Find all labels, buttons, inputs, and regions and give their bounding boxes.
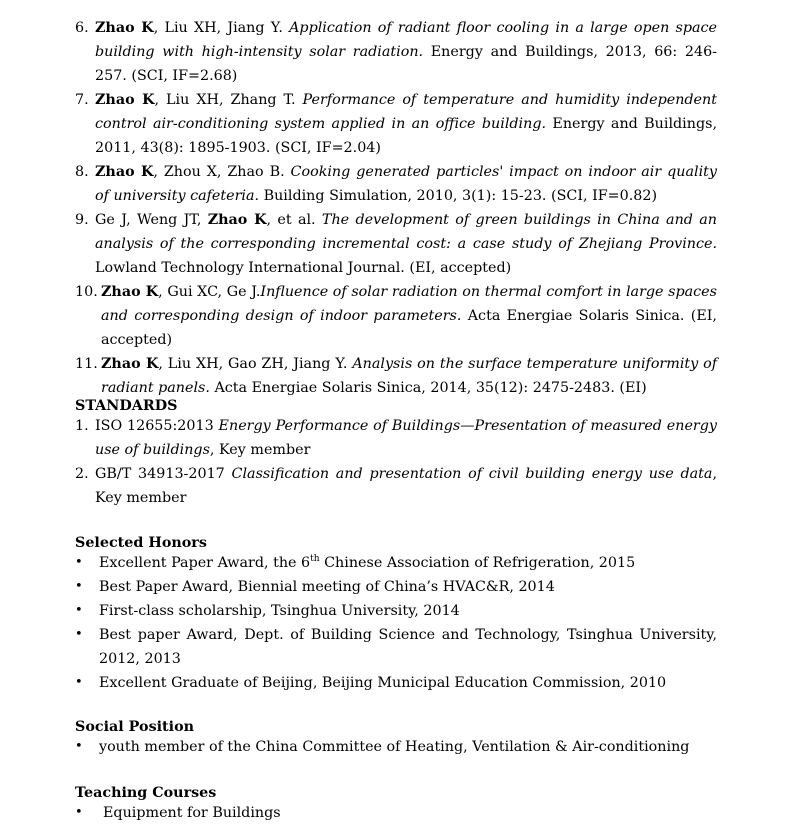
honor-text: Best Paper Award, Biennial meeting of China’s HVAC&R, 2014 — [99, 579, 555, 595]
publication-item — [75, 352, 717, 400]
bullet-icon: • — [75, 675, 83, 690]
standard-title: Classification and presentation of civil building energy use data — [231, 466, 713, 482]
honors-list — [75, 551, 717, 695]
honor-text-post: Chinese Association of Refrigeration, 2015 — [319, 555, 636, 571]
publication-item — [75, 16, 717, 88]
publication-title: Analysis on the surface temperature uniformity of radiant panels. — [101, 356, 717, 396]
publication-authors-pre: Ge J, Weng JT, — [95, 212, 208, 228]
author-highlight: Zhao K — [101, 284, 159, 300]
author-highlight: Zhao K — [207, 212, 267, 228]
publication-list — [75, 16, 717, 400]
honor-text: First-class scholarship, Tsinghua University, 2014 — [99, 603, 460, 619]
teaching-list — [75, 801, 717, 825]
honors-heading: Selected Honors — [75, 535, 207, 551]
honor-text: Excellent Paper Award, the 6 — [99, 555, 311, 571]
honor-item — [75, 671, 717, 695]
teaching-heading: Teaching Courses — [75, 785, 217, 801]
publication-title: Performance of temperature and humidity independent control air-conditioning system applied in an office building. — [95, 92, 717, 132]
bullet-icon: • — [75, 579, 83, 594]
social-text: youth member of the China Committee of Heating, Ventilation & Air-conditioning — [99, 739, 690, 755]
bullet-icon: • — [75, 555, 83, 570]
publication-authors: , Gui XC, Ge J. — [158, 284, 261, 300]
publication-number: 8. — [75, 164, 89, 180]
honor-text: Best paper Award, Dept. of Building Science and Technology, Tsinghua University, 2012, 2013 — [99, 627, 717, 667]
publication-number: 11. — [75, 356, 98, 372]
publication-venue: Lowland Technology International Journal. (EI, accepted) — [95, 260, 512, 276]
publication-title: Influence of solar radiation on thermal comfort in large spaces and corresponding design of indoor parameters. — [101, 284, 717, 324]
publication-title: The development of green buildings in China and an analysis of the corresponding incremental cost: a case study of Zhejiang Province. — [95, 212, 717, 252]
bullet-icon: • — [75, 603, 83, 618]
standard-item — [75, 414, 717, 462]
bullet-icon: • — [75, 805, 83, 820]
publication-title: Cooking generated particles' impact on indoor air quality of university cafeteria. — [95, 164, 717, 204]
honor-item — [75, 551, 717, 575]
publication-venue: Energy and Buildings, 2013, 66: 246-257. (SCI, IF=2.68) — [95, 44, 718, 84]
publication-authors: , et al. — [266, 212, 322, 228]
honor-text: Excellent Graduate of Beijing, Beijing Municipal Education Commission, 2010 — [99, 675, 667, 691]
publication-number: 10. — [75, 284, 98, 300]
publication-venue: Building Simulation, 2010, 3(1): 15-23. (SCI, IF=0.82) — [259, 188, 658, 204]
author-highlight: Zhao K — [95, 164, 154, 180]
teaching-text: Equipment for Buildings — [103, 805, 281, 821]
standard-code: ISO 12655:2013 — [95, 418, 219, 434]
standard-number: 2. — [75, 466, 89, 482]
standard-role: , Key member — [209, 442, 311, 458]
bullet-icon: • — [75, 739, 83, 754]
publication-item — [75, 160, 717, 208]
publication-venue: Acta Energiae Solaris Sinica, 2014, 35(12): 2475-2483. (EI) — [209, 380, 647, 396]
standard-role: , Key member — [95, 466, 717, 506]
author-highlight: Zhao K — [95, 92, 155, 108]
standards-list — [75, 414, 717, 510]
honor-item — [75, 599, 717, 623]
publication-item — [75, 208, 717, 280]
publication-item — [75, 280, 717, 352]
standard-code: GB/T 34913-2017 — [95, 466, 232, 482]
standard-title: Energy Performance of Buildings—Presentation of measured energy use of buildings — [95, 418, 717, 458]
honor-superscript: th — [310, 554, 320, 565]
honor-item — [75, 575, 717, 599]
standard-item — [75, 462, 717, 510]
publication-number: 6. — [75, 20, 89, 36]
social-heading: Social Position — [75, 719, 195, 735]
standard-number: 1. — [75, 418, 89, 434]
social-item — [75, 735, 717, 759]
social-list — [75, 735, 717, 759]
publication-authors: , Liu XH, Jiang Y. — [153, 20, 290, 36]
teaching-item — [75, 801, 717, 825]
honor-item — [75, 623, 717, 671]
publication-venue: Energy and Buildings, 2011, 43(8): 1895-1903. (SCI, IF=2.04) — [95, 116, 717, 156]
publication-number: 7. — [75, 92, 89, 108]
author-highlight: Zhao K — [101, 356, 159, 372]
publication-venue: Acta Energiae Solaris Sinica. (EI, accepted) — [101, 308, 717, 348]
publication-authors: , Liu XH, Gao ZH, Jiang Y. — [158, 356, 353, 372]
author-highlight: Zhao K — [95, 20, 154, 36]
publication-number: 9. — [75, 212, 89, 228]
bullet-icon: • — [75, 627, 83, 642]
publication-authors: , Zhou X, Zhao B. — [153, 164, 291, 180]
publication-authors: , Liu XH, Zhang T. — [154, 92, 303, 108]
standards-heading: STANDARDS — [75, 398, 178, 414]
publication-title: Application of radiant floor cooling in a large open space building with high-intensity solar radiation. — [95, 20, 717, 60]
publication-item — [75, 88, 717, 160]
